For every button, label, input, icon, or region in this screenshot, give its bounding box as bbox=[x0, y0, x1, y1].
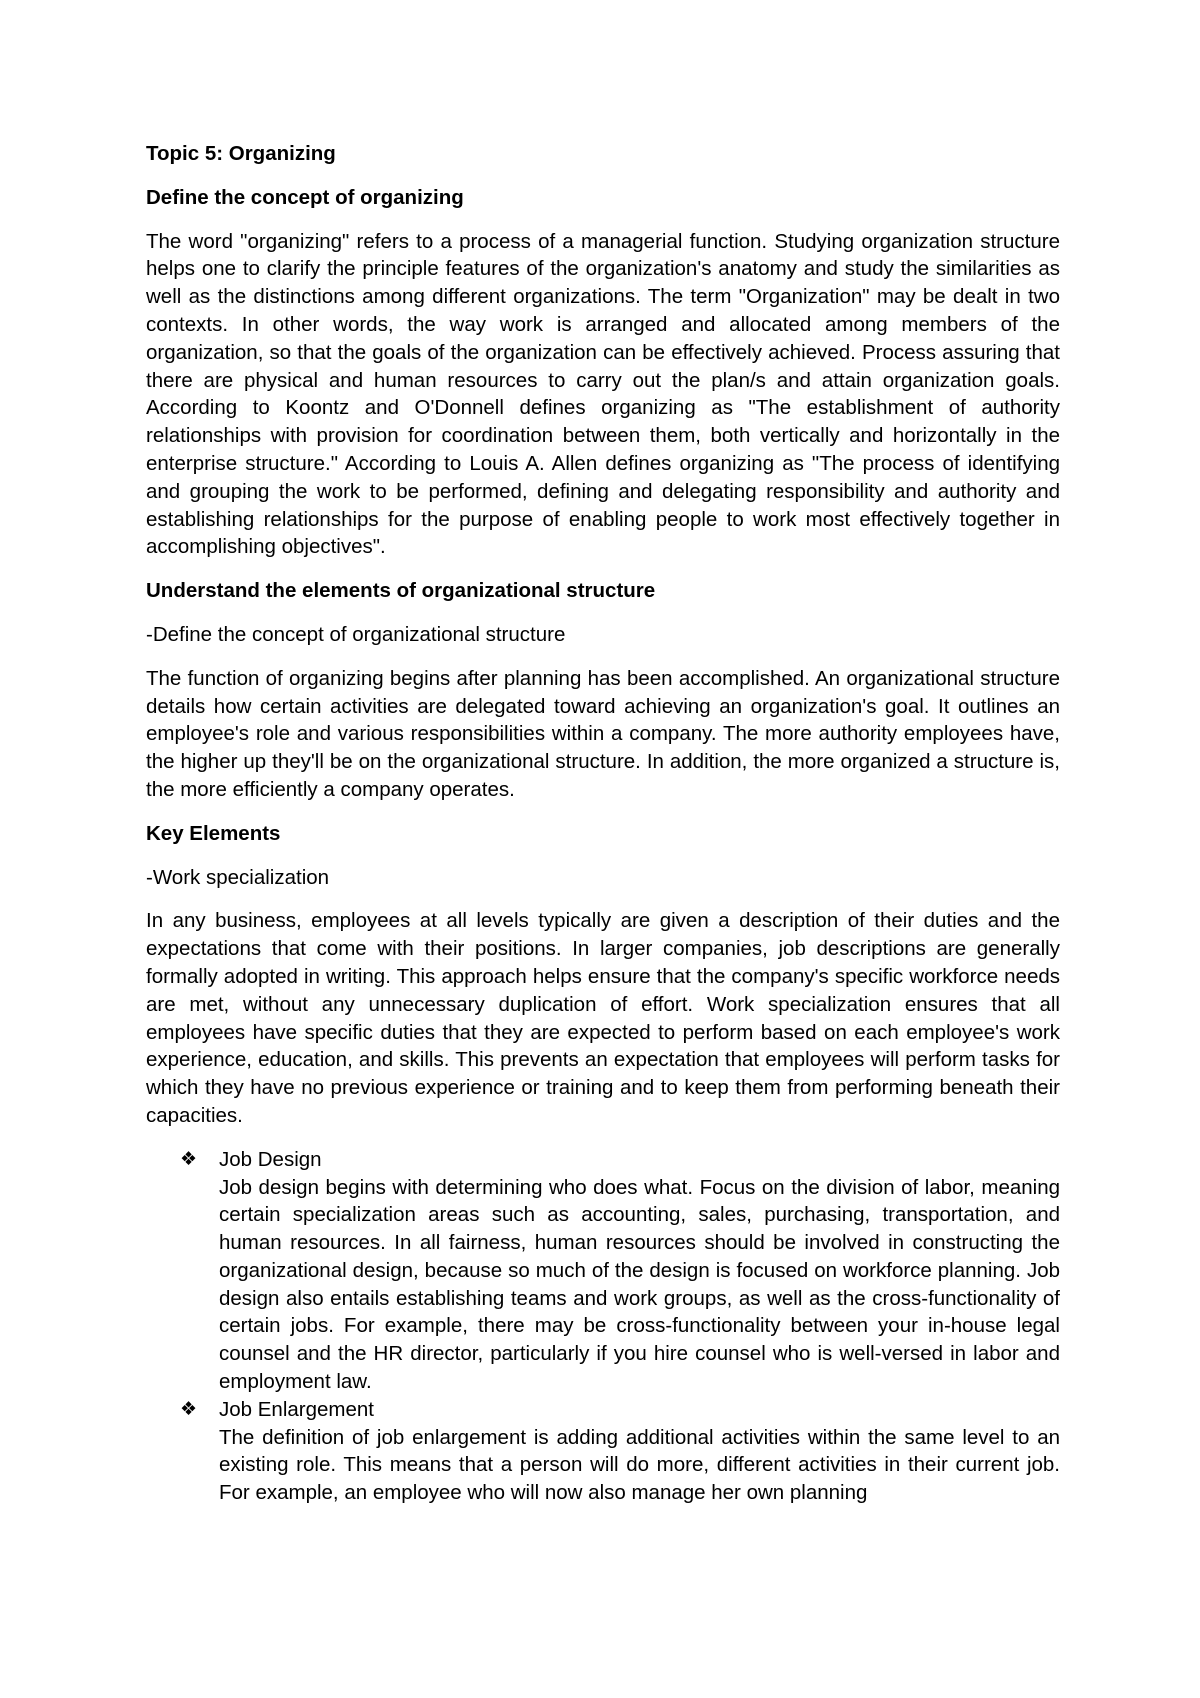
subheading-define-structure: -Define the concept of organizational structure bbox=[146, 622, 566, 646]
document-page bbox=[146, 140, 1060, 1507]
subheading-work-specialization: -Work specialization bbox=[146, 865, 330, 889]
diamond-bullet-icon: ❖ bbox=[180, 1147, 198, 1170]
bullet-title-job-enlargement: Job Enlargement bbox=[219, 1397, 374, 1421]
bullet-text-job-enlargement: The definition of job enlargement is adding additional activities within the same level to an existing role. This means that a person will do more, different activities in their current job. For example, an employee who will now also manage her own planning bbox=[219, 1425, 1060, 1505]
bullet-item-job-design bbox=[180, 1146, 1060, 1396]
document-title: Topic 5: Organizing bbox=[146, 142, 336, 165]
bullet-title-job-design: Job Design bbox=[219, 1147, 322, 1171]
section-heading-organizational-structure: Understand the elements of organizational structure bbox=[146, 579, 656, 603]
paragraph-define-organizing: The word "organizing" refers to a process of a managerial function. Studying organization structure helps one to clarify the principle features of the organization's anatomy and study the similarities as well as the distinctions among different organizations. The term "Organization" may be dealt in two contexts. In other words, the way work is arranged and allocated among members of the organization, so that the goals of the organization can be effectively achieved. Process assuring that there are physical and human resources to carry out the plan/s and attain organization goals. According to Koontz and O'Donnell defines organizing as "The establishment of authority relationships with provision for coordination between them, both vertically and horizontally in the enterprise structure." According to Louis A. Allen defines organizing as "The process of identifying and grouping the work to be performed, defining and delegating responsibility and authority and establishing relationships for the purpose of enabling people to work most effectively together in accomplishing objectives". bbox=[146, 229, 1060, 559]
paragraph-organizational-structure: The function of organizing begins after planning has been accomplished. An organizational structure details how certain activities are delegated toward achieving an organization's goal. It outlines an employee's role and various responsibilities within a company. The more authority employees have, the higher up they'll be on the organizational structure. In addition, the more organized a structure is, the more efficiently a company operates. bbox=[146, 666, 1060, 801]
diamond-bullet-icon: ❖ bbox=[180, 1397, 198, 1420]
section-heading-define-organizing: Define the concept of organizing bbox=[146, 185, 464, 209]
paragraph-work-specialization: In any business, employees at all levels typically are given a description of their duties and the expectations that come with their positions. In larger companies, job descriptions are generally formally adopted in writing. This approach helps ensure that the company's specific workforce needs are met, without any unnecessary duplication of effort. Work specialization ensures that all employees have specific duties that they are expected to perform based on each employee's work experience, education, and skills. This prevents an expectation that employees will perform tasks for which they have no previous experience or training and to keep them from performing beneath their capacities. bbox=[146, 909, 1060, 1127]
bullet-item-job-enlargement bbox=[180, 1396, 1060, 1507]
bullet-text-job-design: Job design begins with determining who does what. Focus on the division of labor, meaning certain specialization areas such as accounting, sales, purchasing, transportation, and human resources. In all fairness, human resources should be involved in constructing the organizational design, because so much of the design is focused on workforce planning. Job design also entails establishing teams and work groups, as well as the cross-functionality of certain jobs. For example, there may be cross-functionality between your in-house legal counsel and the HR director, particularly if you hire counsel who is well-versed in labor and employment law. bbox=[219, 1175, 1060, 1394]
bullet-list bbox=[146, 1146, 1060, 1507]
section-heading-key-elements: Key Elements bbox=[146, 821, 281, 845]
